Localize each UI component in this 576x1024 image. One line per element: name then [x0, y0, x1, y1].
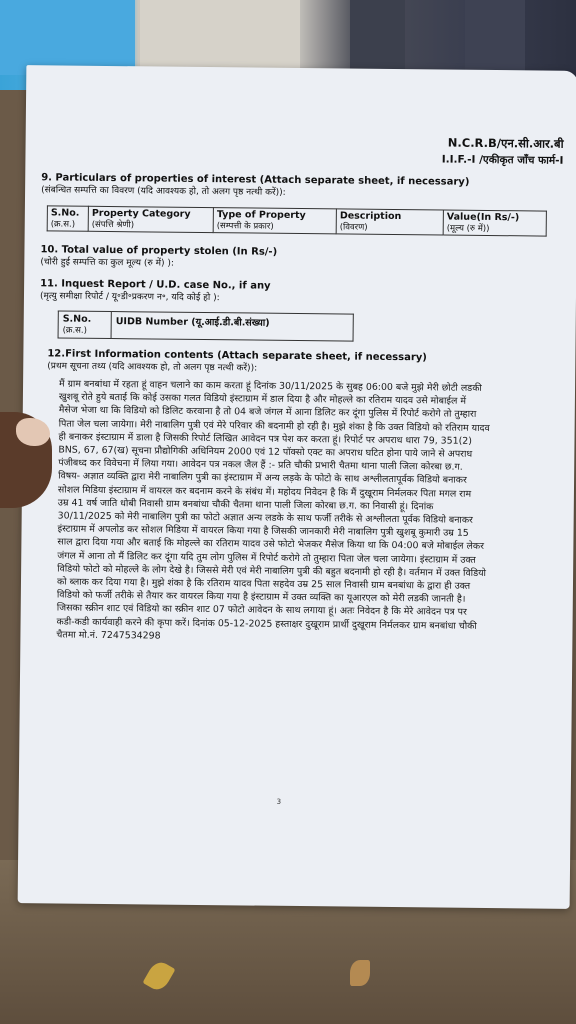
table-header-cell: S.No. (क्र.स.) — [47, 206, 88, 231]
form-header-line2: I.I.F.-I /एकीकृत जाँच फार्म-I — [441, 153, 564, 167]
fir-line: विडियो फोटो को मोहल्ले के लोग देखे है। जिससे मेरी एवं मेरी नाबालिग पुत्री की बहुत बदनामी हो रही है। वर्तमान में उक्त विडियो — [57, 563, 487, 579]
fir-line: कडी-कडी कार्यवाही करने की कृपा करें। दिनांक 05-12-2025 हस्ताक्षर दुखूराम प्रार्थी दुखूराम निर्मलकर ग्राम बनबांधा चौकी — [56, 616, 477, 632]
fir-line: जिसका स्क्रीन शाट एवं विडियो का स्क्रीन शाट 07 फोटो आवेदन के साथ लगाया हूं। अतः निवेदन है कि मेरे आवेदन पत्र पर — [56, 602, 467, 619]
fir-line: विषय- अज्ञात व्यक्ति द्वारा मेरी नाबालिग पुत्री का इंस्टाग्राम में अन्य लड़के के फोटो के साथ अश्लीलतापूर्वक विडियो बनाकर — [58, 470, 467, 487]
section-9-heading — [41, 171, 469, 201]
section-10-heading — [40, 243, 277, 271]
section-12-hindi: (प्रथम सूचना तथ्य (यदि आवश्यक हो, तो अलग पृष्ठ नत्थी करें)): — [47, 361, 258, 374]
background-blue-cloth — [0, 0, 135, 75]
section-12-title: 12.First Information contents (Attach separate sheet, if necessary) — [47, 348, 427, 364]
fir-line: मैं ग्राम बनबांधा में रहता हूं वाहन चलाने का काम करता हूं दिनांक 30/11/2025 के सुबह 06:00 बजे मुझे मेरी छोटी लडकी — [59, 378, 482, 394]
table-header-cell: Value(In Rs/-) (मूल्य (रु में)) — [443, 210, 546, 236]
fir-line: खुशबू रोते हुये बताई कि कोई उसका गलत विडियो इंस्टाग्राम में डाल दिया है और मोहल्ले का रतिराम यादव उसे मोबाईल में — [58, 391, 467, 407]
inquest-table — [58, 310, 354, 341]
fir-content — [56, 377, 539, 646]
table-header-cell: Property Category (संपत्ति श्रेणी) — [88, 206, 213, 232]
property-table — [47, 205, 547, 236]
form-header-line1: N.C.R.B/एन.सी.आर.बी — [447, 135, 564, 151]
table-header-cell: S.No. (क्र.स.) — [58, 311, 111, 339]
section-9-hindi: (संबन्धित सम्पत्ति का विवरण (यदि आवश्यक हो, तो अलग पृष्ठ नत्थी करें)): — [41, 185, 286, 198]
fir-line: मैसेज भेजा था कि विडियो को डिलिट करवाना है तो 04 बजे जंगल में आना डिलिट कर दूंगा पुलिस में रिपोर्ट करोगे तो तुम्हारा — [58, 404, 477, 421]
document-page — [18, 65, 576, 909]
section-9-title: 9. Particulars of properties of interest (Attach separate sheet, if necessary) — [41, 172, 470, 188]
section-10-title: 10. Total value of property stolen (In Rs/-) — [40, 244, 278, 258]
table-header-row — [47, 206, 546, 236]
fir-line: जंगल में आना तो मैं डिलिट कर दूंगा यदि तुम लोग पुलिस में रिपोर्ट करोगे तो तुम्हारा पिता जेल चला जायेगा। इंस्टाग्राम में उक्त — [57, 550, 476, 566]
fir-line: BNS, 67, 67(ख) सूचना प्रौद्योगिकी अधिनियम 2000 एवं 12 पॉक्सो एक्ट का अपराध घटित होना पाये जाने से अपराध — [58, 444, 473, 460]
fir-line: साल द्वारा दिया गया और बताई कि मोहल्ले का रतिराम यादव उसे फोटो भेजकर मैसेज किया था कि 04:00 बजे मोबाईल लेकर — [57, 536, 484, 553]
dry-leaf — [350, 960, 370, 986]
section-11-title: 11. Inquest Report / U.D. case No., if any — [40, 278, 271, 292]
section-11-heading — [40, 277, 271, 305]
fir-line: को ब्लाक कर दिया गया है। मुझे शंका है कि रतिराम यादव पिता सहदेव उम्र 25 साल निवासी ग्राम बनबांधा के द्वारा ही उक्त — [56, 576, 471, 592]
fir-line: पंजीबध्द कर विवेचना में लिया गया। आवेदन पत्र नकल जैल हैं :- प्रति चौकी प्रभारी चैतमा थाना पाली जिला कोरबा छ.ग. — [58, 457, 463, 473]
table-header-cell: Type of Property (सम्पत्ती के प्रकार) — [213, 208, 336, 234]
fir-line: विडियो को फर्जी तरीके से तैयार कर वायरल किया गया है इंस्टाग्राम में उक्त व्यक्ति का यूआरएल को मेरी लडकी जानती है। — [56, 589, 466, 606]
fir-line: उम्र 41 वर्ष जाति धोबी निवासी ग्राम बनबांधा चौकी चैतमा थाना पाली जिला कोरबा छ.ग. का निवासी हूं। दिनांक — [57, 497, 434, 513]
fir-line: चैतमा मो.नं. 7247534298 — [56, 629, 161, 642]
table-header-cell: UIDB Number (यू.आई.डी.बी.संख्या) — [111, 312, 353, 342]
section-11-hindi: (मृत्यु समीक्षा रिपोर्ट / यू॰डी॰प्रकरण न॰, यदि कोई हो ): — [39, 291, 220, 304]
table-header-row — [58, 311, 353, 341]
fir-line: 30/11/2025 को मेरी नाबालिग पुत्री का फोटो अज्ञात अन्य लडके के साथ फर्जी तरीके से अश्लीलता पूर्वक विडियो बनाकर — [57, 510, 473, 526]
form-header — [442, 135, 564, 167]
page-number: 3 — [276, 797, 282, 806]
fir-line: ही बनाकर इंस्टाग्राम में डाला है जिसकी रिपोर्ट लिखित आवेदन पत्र पेश कर करता हूं। रिपोर्ट पर अपराध धारा 79, 351(2) — [58, 431, 472, 447]
section-12-heading — [47, 347, 427, 377]
table-header-cell: Description (विवरण) — [336, 209, 443, 235]
fir-line: इंस्टाग्राम में अपलोड कर सोशल मिडिया में वायरल किया गया है जिसकी जानकारी मेरी नाबालिग पुत्री खुशबू कुमारी उम्र 15 — [57, 523, 469, 540]
fir-line: पिता जेल चला जायेगा। मेरी नाबालिग पुत्री एवं मेरे परिवार की बदनामी हो रही है। मुझे शंका है कि उक्त विडियो को रतिराम यादव — [58, 418, 490, 434]
thumb-nail — [16, 418, 50, 446]
section-10-hindi: (चोरी हुई सम्पत्ति का कुल मूल्य (रु में) ): — [40, 257, 174, 269]
background-dress — [140, 0, 300, 70]
fir-line: सोशल मिडिया इंस्टाग्राम में वायरल कर बदनाम करने के संबंध में। महोदय निवेदन है कि मैं दुखूराम निर्मलकर पिता मगल राम — [57, 484, 472, 500]
